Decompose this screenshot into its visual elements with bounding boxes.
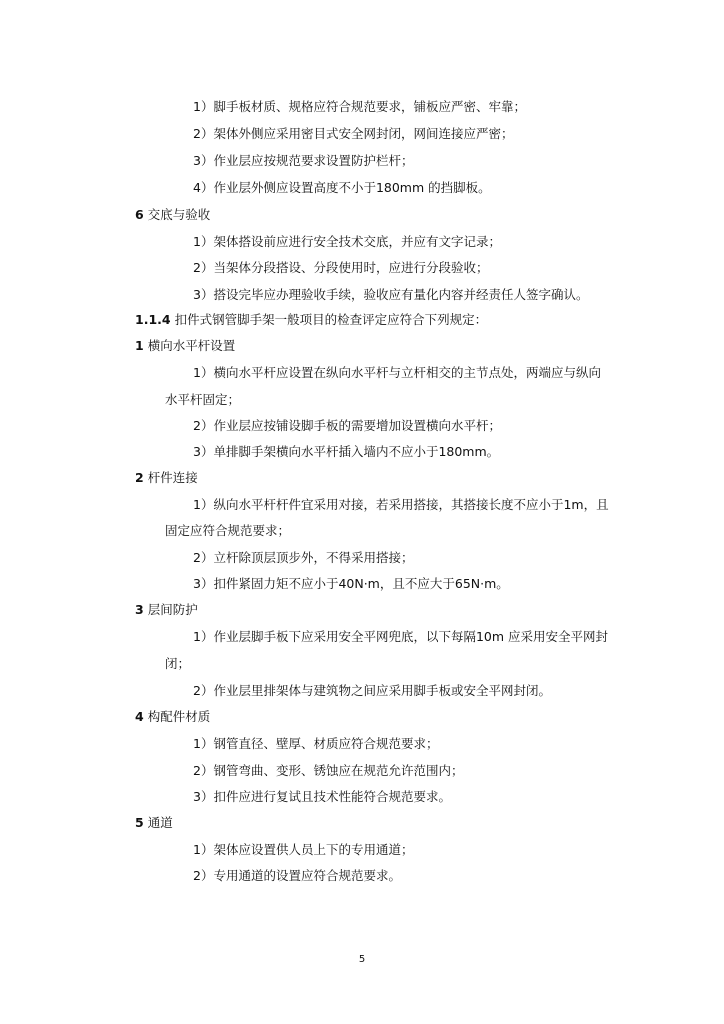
list-item: 2）立杆除顶层顶步外，不得采用搭接；	[193, 550, 414, 565]
list-item: 1）架体应设置供人员上下的专用通道；	[193, 842, 414, 857]
list-item: 2）当架体分段搭设、分段使用时，应进行分段验收；	[193, 260, 489, 275]
section-number: 6	[135, 207, 144, 222]
clause-heading	[135, 312, 487, 328]
section-title: 构配件材质	[147, 709, 211, 724]
list-item: 2）作业层应按铺设脚手板的需要增加设置横向水平杆；	[193, 418, 501, 433]
section-number: 2	[135, 470, 144, 485]
section-number: 5	[135, 815, 144, 830]
section-heading-1	[135, 338, 235, 354]
section-heading-3	[135, 602, 198, 618]
list-item: 1）作业层脚手板下应采用安全平网兜底，以下每隔10m 应采用安全平网封	[193, 629, 609, 644]
list-item: 3）作业层应按规范要求设置防护栏杆；	[193, 153, 414, 168]
list-item: 1）脚手板材质、规格应符合规范要求，铺板应严密、牢靠；	[193, 99, 526, 114]
list-item: 4）作业层外侧应设置高度不小于180mm 的挡脚板。	[193, 180, 491, 195]
list-item: 2）钢管弯曲、变形、锈蚀应在规范允许范围内；	[193, 763, 464, 778]
section-heading-2	[135, 470, 198, 486]
clause-number: 1.1.4	[135, 312, 171, 327]
section-title: 层间防护	[147, 602, 198, 617]
section-heading-4	[135, 709, 210, 725]
section-heading-5	[135, 815, 173, 831]
list-item-continuation: 闭；	[165, 656, 191, 671]
list-item: 2）专用通道的设置应符合规范要求。	[193, 868, 401, 883]
list-item: 3）搭设完毕应办理验收手续，验收应有量化内容并经责任人签字确认。	[193, 287, 589, 302]
section-title: 通道	[147, 815, 173, 830]
section-title: 杆件连接	[147, 470, 198, 485]
list-item: 1）架体搭设前应进行安全技术交底，并应有文字记录；	[193, 234, 501, 249]
list-item: 1）纵向水平杆杆件宜采用对接，若采用搭接，其搭接长度不应小于1m，且	[193, 497, 609, 512]
section-number: 1	[135, 338, 144, 353]
list-item: 3）扣件应进行复试且技术性能符合规范要求。	[193, 789, 451, 804]
list-item-continuation: 固定应符合规范要求；	[165, 523, 291, 538]
list-item: 3）单排脚手架横向水平杆插入墙内不应小于180mm。	[193, 444, 500, 459]
page-number: 5	[358, 954, 366, 965]
section-number: 3	[135, 602, 144, 617]
list-item-continuation: 水平杆固定；	[165, 392, 241, 407]
list-item: 2）架体外侧应采用密目式安全网封闭，网间连接应严密；	[193, 126, 514, 141]
clause-text: 扣件式钢管脚手架一般项目的检查评定应符合下列规定：	[174, 312, 488, 327]
list-item: 2）作业层里排架体与建筑物之间应采用脚手板或安全平网封闭。	[193, 683, 551, 698]
section-number: 4	[135, 709, 144, 724]
section-heading-6	[135, 207, 210, 223]
section-title: 横向水平杆设置	[147, 338, 236, 353]
section-title: 交底与验收	[147, 207, 211, 222]
list-item: 1）横向水平杆应设置在纵向水平杆与立杆相交的主节点处，两端应与纵向	[193, 365, 601, 380]
list-item: 3）扣件紧固力矩不应小于40N·m，且不应大于65N·m。	[193, 576, 509, 591]
list-item: 1）钢管直径、壁厚、材质应符合规范要求；	[193, 736, 439, 751]
